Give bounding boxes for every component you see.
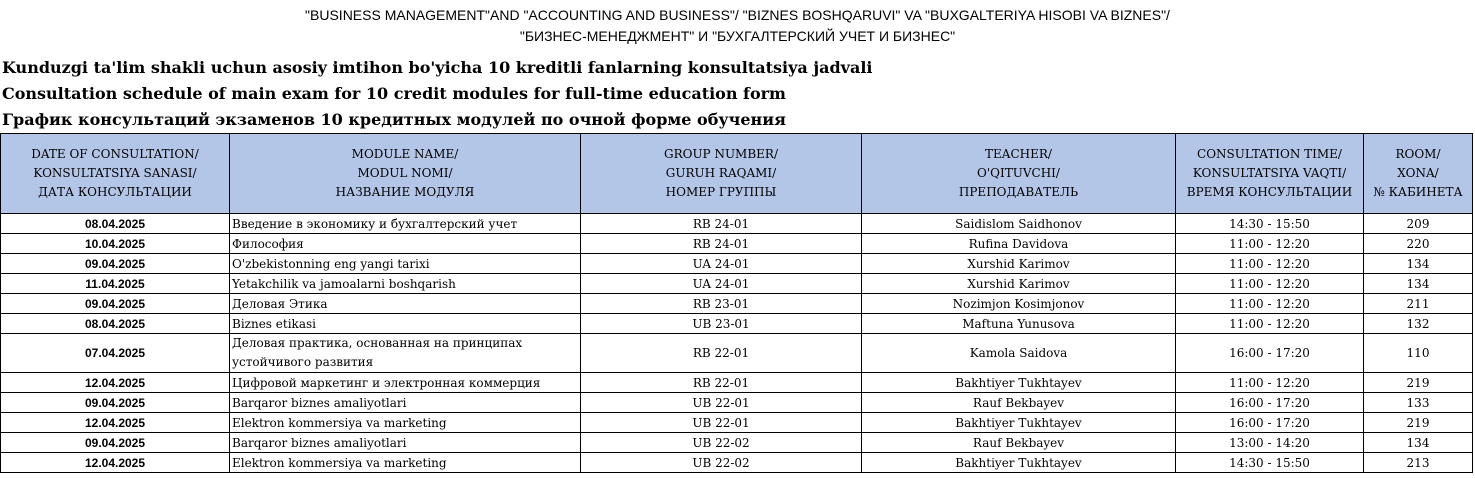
table-row xyxy=(1,373,1473,393)
cell-module: Barqaror biznes amaliyotlari xyxy=(230,393,581,413)
cell-room: 134 xyxy=(1364,254,1473,274)
column-header-date: DATE OF CONSULTATION/ KONSULTATSIYA SANASI/ ДАТА КОНСУЛЬТАЦИИ xyxy=(1,134,230,214)
cell-teacher: Nozimjon Kosimjonov xyxy=(862,294,1176,314)
cell-module: Elektron kommersiya va marketing xyxy=(230,413,581,433)
subtitle-english: Consultation schedule of main exam for 10 credit modules for full-time education form xyxy=(2,84,786,103)
cell-room: 134 xyxy=(1364,274,1473,294)
cell-teacher: Bakhtiyer Tukhtayev xyxy=(862,453,1176,473)
cell-room: 220 xyxy=(1364,234,1473,254)
cell-teacher: Rufina Davidova xyxy=(862,234,1176,254)
cell-time: 11:00 - 12:20 xyxy=(1176,274,1364,294)
cell-teacher: Bakhtiyer Tukhtayev xyxy=(862,373,1176,393)
cell-group: RB 24-01 xyxy=(581,214,862,234)
cell-date: 08.04.2025 xyxy=(1,314,230,334)
table-row xyxy=(1,234,1473,254)
column-header-group: GROUP NUMBER/ GURUH RAQAMI/ НОМЕР ГРУППЫ xyxy=(581,134,862,214)
table-row xyxy=(1,393,1473,413)
cell-group: UB 22-02 xyxy=(581,453,862,473)
table-row xyxy=(1,334,1473,373)
cell-time: 11:00 - 12:20 xyxy=(1176,314,1364,334)
cell-teacher: Kamola Saidova xyxy=(862,334,1176,373)
cell-module: Цифровой маркетинг и электронная коммерция xyxy=(230,373,581,393)
cell-teacher: Rauf Bekbayev xyxy=(862,393,1176,413)
cell-room: 133 xyxy=(1364,393,1473,413)
consultation-schedule-table xyxy=(0,133,1473,473)
cell-time: 14:30 - 15:50 xyxy=(1176,214,1364,234)
cell-module: Yetakchilik va jamoalarni boshqarish xyxy=(230,274,581,294)
cell-module: Biznes etikasi xyxy=(230,314,581,334)
cell-group: RB 24-01 xyxy=(581,234,862,254)
cell-module: Философия xyxy=(230,234,581,254)
cell-time: 16:00 - 17:20 xyxy=(1176,393,1364,413)
cell-teacher: Rauf Bekbayev xyxy=(862,433,1176,453)
column-header-time: CONSULTATION TIME/ KONSULTATSIYA VAQTI/ ВРЕМЯ КОНСУЛЬТАЦИИ xyxy=(1176,134,1364,214)
table-row xyxy=(1,254,1473,274)
cell-date: 09.04.2025 xyxy=(1,254,230,274)
cell-module: Деловая Этика xyxy=(230,294,581,314)
cell-group: RB 23-01 xyxy=(581,294,862,314)
cell-room: 132 xyxy=(1364,314,1473,334)
cell-room: 219 xyxy=(1364,373,1473,393)
cell-time: 13:00 - 14:20 xyxy=(1176,433,1364,453)
cell-group: UB 22-01 xyxy=(581,393,862,413)
cell-room: 211 xyxy=(1364,294,1473,314)
cell-date: 12.04.2025 xyxy=(1,413,230,433)
table-row xyxy=(1,413,1473,433)
cell-time: 11:00 - 12:20 xyxy=(1176,294,1364,314)
cell-date: 09.04.2025 xyxy=(1,433,230,453)
table-row xyxy=(1,294,1473,314)
table-row xyxy=(1,433,1473,453)
table-row xyxy=(1,274,1473,294)
cell-date: 12.04.2025 xyxy=(1,373,230,393)
cell-module: Elektron kommersiya va marketing xyxy=(230,453,581,473)
cell-date: 09.04.2025 xyxy=(1,294,230,314)
cell-module: Введение в экономику и бухгалтерский учет xyxy=(230,214,581,234)
table-row xyxy=(1,214,1473,234)
title-line-1: "BUSINESS MANAGEMENT"AND "ACCOUNTING AND BUSINESS"/ "BIZNES BOSHQARUVI" VA "BUXGALTERIYA HISOBI VA BIZNES"/ xyxy=(305,7,1170,23)
column-header-teacher: TEACHER/ O'QITUVCHI/ ПРЕПОДАВАТЕЛЬ xyxy=(862,134,1176,214)
cell-time: 16:00 - 17:20 xyxy=(1176,334,1364,373)
column-header-room: ROOM/ XONA/ № КАБИНЕТА xyxy=(1364,134,1473,214)
cell-time: 11:00 - 12:20 xyxy=(1176,254,1364,274)
table-row xyxy=(1,453,1473,473)
cell-module: O'zbekistonning eng yangi tarixi xyxy=(230,254,581,274)
cell-time: 14:30 - 15:50 xyxy=(1176,453,1364,473)
title-line-2: "БИЗНЕС-МЕНЕДЖМЕНТ" И "БУХГАЛТЕРСКИЙ УЧЕТ И БИЗНЕС" xyxy=(519,28,956,44)
cell-room: 219 xyxy=(1364,413,1473,433)
cell-date: 07.04.2025 xyxy=(1,334,230,373)
cell-group: UB 22-02 xyxy=(581,433,862,453)
cell-room: 110 xyxy=(1364,334,1473,373)
cell-group: RB 22-01 xyxy=(581,334,862,373)
cell-group: RB 22-01 xyxy=(581,373,862,393)
cell-date: 11.04.2025 xyxy=(1,274,230,294)
table-header-row xyxy=(1,134,1473,214)
subtitle-russian: График консультаций экзаменов 10 кредитных модулей по очной форме обучения xyxy=(2,110,786,129)
cell-group: UA 24-01 xyxy=(581,254,862,274)
cell-date: 12.04.2025 xyxy=(1,453,230,473)
cell-module: Деловая практика, основанная на принципах устойчивого развития xyxy=(230,334,581,373)
cell-group: UB 23-01 xyxy=(581,314,862,334)
cell-time: 11:00 - 12:20 xyxy=(1176,373,1364,393)
cell-room: 209 xyxy=(1364,214,1473,234)
cell-teacher: Xurshid Karimov xyxy=(862,254,1176,274)
cell-time: 16:00 - 17:20 xyxy=(1176,413,1364,433)
column-header-module: MODULE NAME/ MODUL NOMI/ НАЗВАНИЕ МОДУЛЯ xyxy=(230,134,581,214)
cell-date: 08.04.2025 xyxy=(1,214,230,234)
cell-date: 10.04.2025 xyxy=(1,234,230,254)
subtitle-uzbek: Kunduzgi ta'lim shakli uchun asosiy imtihon bo'yicha 10 kreditli fanlarning konsultatsiya jadvali xyxy=(2,58,873,77)
cell-date: 09.04.2025 xyxy=(1,393,230,413)
table-row xyxy=(1,314,1473,334)
cell-teacher: Saidislom Saidhonov xyxy=(862,214,1176,234)
cell-teacher: Bakhtiyer Tukhtayev xyxy=(862,413,1176,433)
cell-room: 134 xyxy=(1364,433,1473,453)
cell-time: 11:00 - 12:20 xyxy=(1176,234,1364,254)
cell-group: UA 24-01 xyxy=(581,274,862,294)
cell-teacher: Maftuna Yunusova xyxy=(862,314,1176,334)
cell-room: 213 xyxy=(1364,453,1473,473)
cell-teacher: Xurshid Karimov xyxy=(862,274,1176,294)
cell-group: UB 22-01 xyxy=(581,413,862,433)
cell-module: Barqaror biznes amaliyotlari xyxy=(230,433,581,453)
